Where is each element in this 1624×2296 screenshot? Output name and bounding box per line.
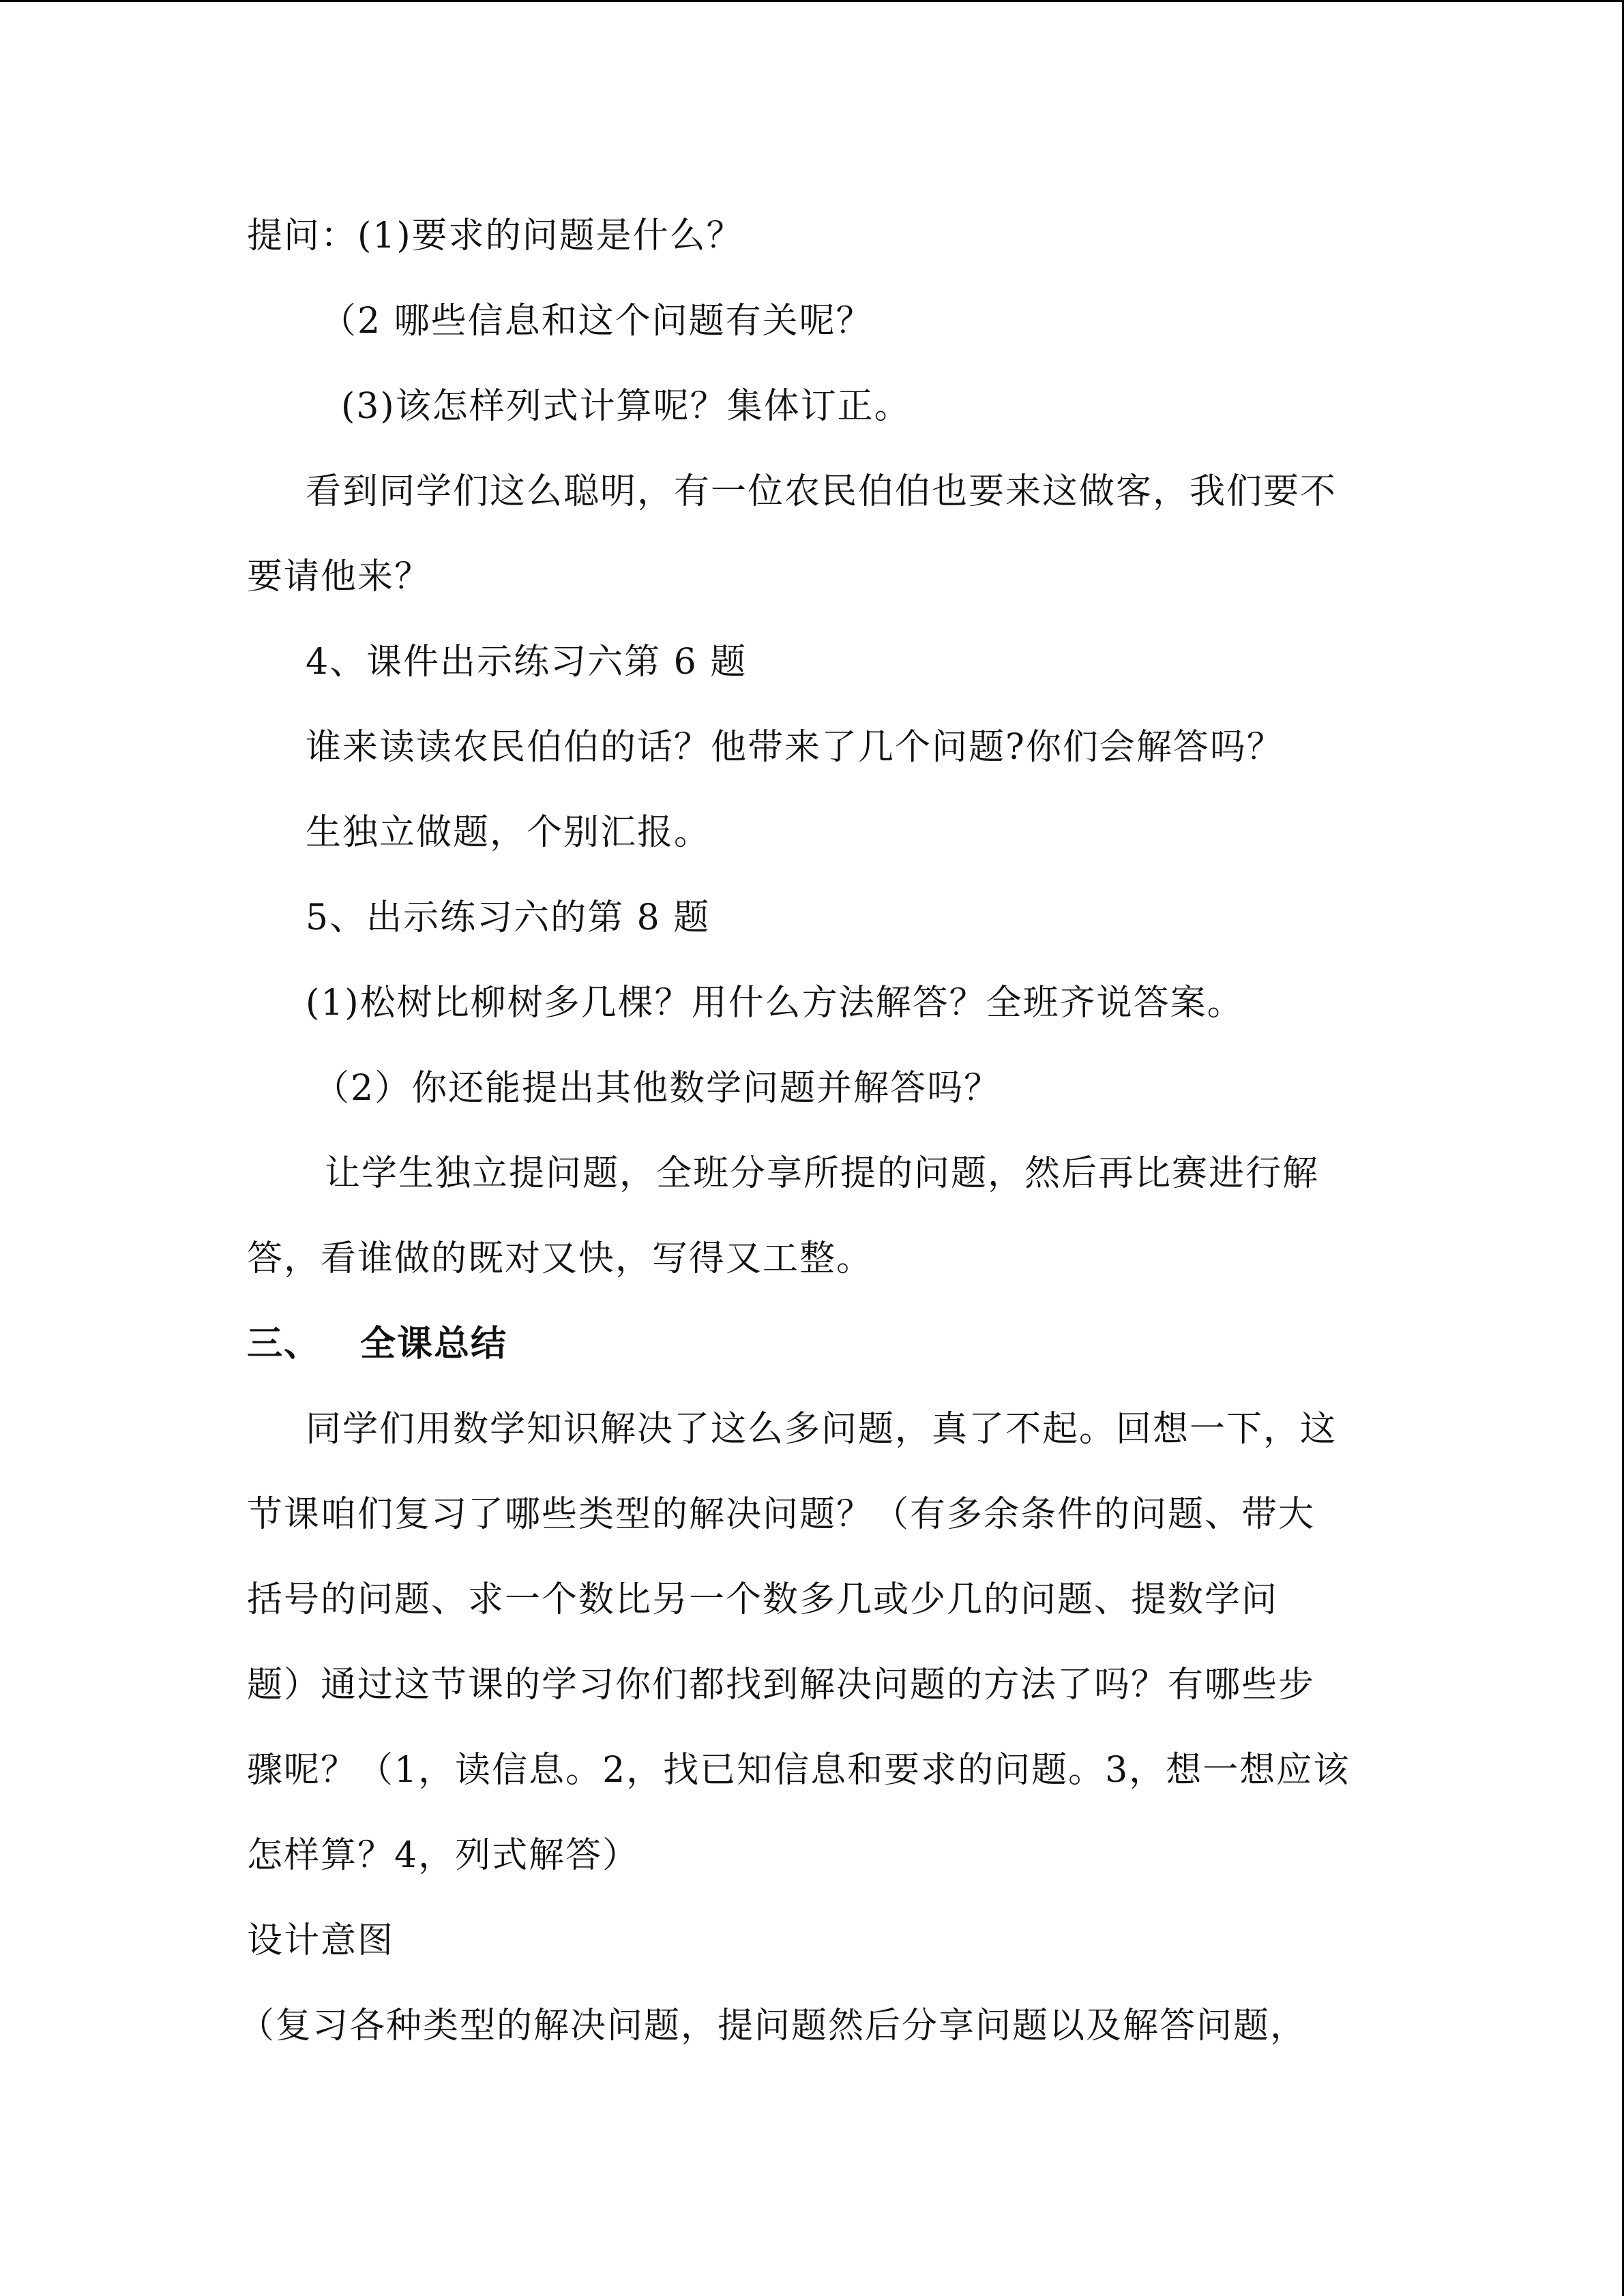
exercise-item-4: 4、课件出示练习六第 6 题 bbox=[306, 642, 748, 683]
sub-question-1: (1)松树比柳树多几棵？用什么方法解答？全班齐说答案。 bbox=[306, 983, 1244, 1024]
question-prompt-1: 提问：(1)要求的问题是什么？ bbox=[247, 215, 743, 256]
paragraph-line: 节课咱们复习了哪些类型的解决问题？（有多余条件的问题、带大 bbox=[247, 1494, 1316, 1535]
paragraph-line: 谁来读读农民伯伯的话？他带来了几个问题?你们会解答吗？ bbox=[306, 727, 1284, 768]
question-prompt-3: (3)该怎样列式计算呢？集体订正。 bbox=[341, 386, 911, 427]
section-heading: 全课总结 bbox=[360, 1324, 508, 1365]
paragraph-line: 答，看谁做的既对又快，写得又工整。 bbox=[247, 1238, 874, 1279]
paragraph-line: 题）通过这节课的学习你们都找到解决问题的方法了吗？有哪些步 bbox=[247, 1665, 1316, 1705]
question-prompt-2: （2 哪些信息和这个问题有关呢？ bbox=[321, 301, 873, 342]
sub-question-2: （2）你还能提出其他数学问题并解答吗？ bbox=[314, 1068, 1001, 1109]
design-intent-label: 设计意图 bbox=[247, 1920, 395, 1961]
paragraph-line: 要请他来？ bbox=[247, 556, 432, 597]
paragraph-line: 怎样算？4，列式解答） bbox=[247, 1835, 640, 1876]
paragraph-line: 看到同学们这么聪明，有一位农民伯伯也要来这做客，我们要不 bbox=[306, 471, 1338, 512]
paragraph-line: 骤呢？（1，读信息。2，找已知信息和要求的问题。3，想一想应该 bbox=[247, 1750, 1350, 1791]
paragraph-line: 生独立做题，个别汇报。 bbox=[306, 812, 711, 853]
paragraph-line: 括号的问题、求一个数比另一个数多几或少几的问题、提数学问 bbox=[247, 1579, 1279, 1620]
paragraph-line: 让学生独立提问题，全班分享所提的问题，然后再比赛进行解 bbox=[325, 1153, 1320, 1194]
exercise-item-5: 5、出示练习六的第 8 题 bbox=[306, 897, 711, 938]
paragraph-line: （复习各种类型的解决问题，提问题然后分享问题以及解答问题， bbox=[239, 2006, 1308, 2046]
paragraph-line: 同学们用数学知识解决了这么多问题，真了不起。回想一下，这 bbox=[306, 1409, 1338, 1450]
section-number: 三、 bbox=[247, 1324, 321, 1365]
